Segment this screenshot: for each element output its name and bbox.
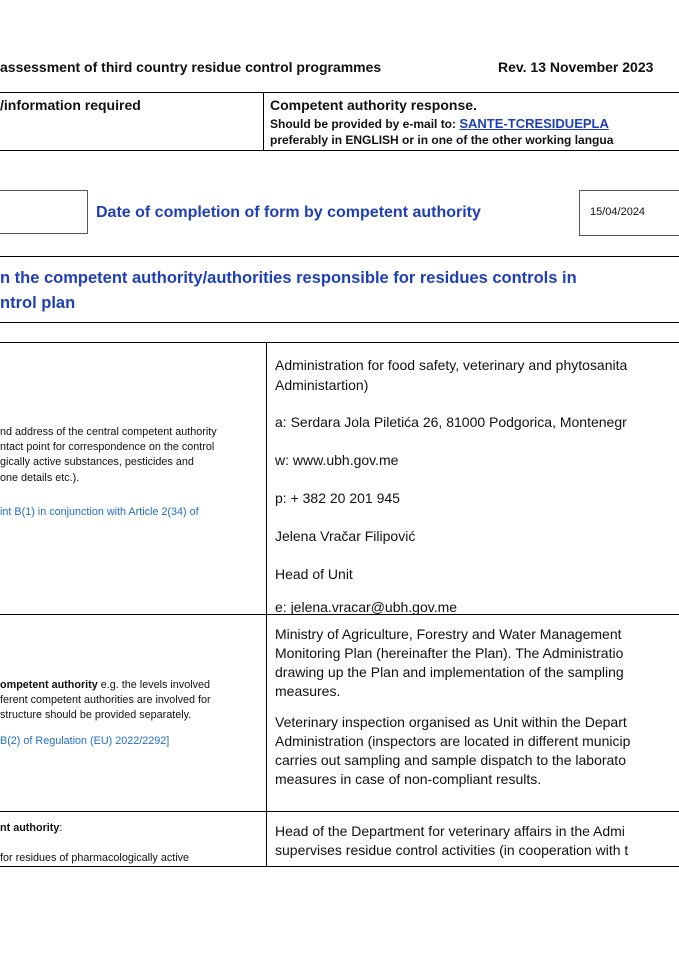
contact-name: Jelena Vračar Filipović bbox=[275, 528, 416, 544]
row3-question-bold: nt authority bbox=[0, 822, 60, 834]
row1-question-line: gically active substances, pesticides and bbox=[0, 456, 194, 469]
document-title: assessment of third country residue control programmes bbox=[0, 59, 382, 75]
row2-question bbox=[0, 678, 258, 724]
row2-question-bold: ompetent authority bbox=[0, 679, 98, 691]
email-instruction bbox=[270, 116, 609, 131]
column-header-response: Competent authority response. bbox=[270, 97, 477, 113]
email-link[interactable]: SANTE-TCRESIDUEPLA bbox=[459, 116, 609, 131]
row2-answer-line: Veterinary inspection organised as Unit within the Depart bbox=[275, 714, 627, 730]
section-title-line-1: n the competent authority/authorities responsible for residues controls in bbox=[0, 269, 577, 287]
row2-question-line bbox=[0, 678, 258, 693]
website: w: www.ubh.gov.me bbox=[275, 452, 399, 468]
column-header-information: /information required bbox=[0, 97, 141, 113]
contact-email: e: jelena.vracar@ubh.gov.me bbox=[275, 599, 458, 615]
row3-answer-line: Head of the Department for veterinary affairs in the Admi bbox=[275, 823, 625, 839]
row2-question-rest: e.g. the levels involved bbox=[97, 679, 211, 691]
row1-answer-line: Administration for food safety, veterinary and phytosanita bbox=[275, 357, 628, 373]
row3-question-line bbox=[0, 821, 258, 836]
left-empty-box bbox=[0, 190, 88, 234]
main-table-top-border bbox=[0, 342, 679, 343]
section-bottom-border bbox=[0, 322, 679, 323]
completion-date-label: Date of completion of form by competent authority bbox=[96, 204, 481, 221]
revision-date: Rev. 13 November 2023 bbox=[498, 59, 654, 75]
address: a: Serdara Jola Piletića 26, 81000 Podgorica, Montenegr bbox=[275, 414, 627, 430]
row2-answer-line: drawing up the Plan and implementation of the sampling bbox=[275, 664, 624, 680]
row1-question bbox=[0, 425, 258, 486]
main-column-divider bbox=[266, 342, 267, 866]
row2-answer-line: carries out sampling and sample dispatch to the laborato bbox=[275, 752, 626, 768]
completion-date-value: 15/04/2024 bbox=[590, 206, 646, 218]
section-top-border bbox=[0, 256, 679, 257]
row2-answer-line: Ministry of Agriculture, Forestry and Water Management bbox=[275, 626, 622, 642]
contact-position: Head of Unit bbox=[275, 566, 353, 582]
row2-answer-line: measures in case of non-compliant results. bbox=[275, 771, 542, 787]
row2-answer-line: Monitoring Plan (hereinafter the Plan). The Administratio bbox=[275, 645, 624, 661]
row2-answer-line: measures. bbox=[275, 683, 341, 699]
row1-question-line: one details etc.). bbox=[0, 471, 80, 484]
row2-bottom-border bbox=[0, 811, 679, 812]
row1-question-line: ntact point for correspondence on the control bbox=[0, 441, 215, 454]
phone: p: + 382 20 201 945 bbox=[275, 490, 400, 506]
table-top-border bbox=[0, 92, 679, 93]
row2-question-line: structure should be provided separately. bbox=[0, 709, 192, 722]
row1-question-line: nd address of the central competent authority bbox=[0, 426, 217, 438]
row3-question-colon: : bbox=[59, 822, 63, 834]
row3-question-line: for residues of pharmacologically active bbox=[0, 852, 190, 864]
table-bottom-border bbox=[0, 150, 679, 151]
section-title-line-2: ntrol plan bbox=[0, 294, 76, 312]
column-divider bbox=[263, 92, 264, 150]
email-prefix: Should be provided by e-mail to: bbox=[270, 117, 460, 131]
language-note: preferably in ENGLISH or in one of the other working langua bbox=[270, 133, 614, 147]
row3-answer-line: supervises residue control activities (in cooperation with t bbox=[275, 842, 629, 858]
section-title bbox=[0, 266, 577, 316]
row2-answer-line: Administration (inspectors are located in different municip bbox=[275, 733, 631, 749]
row1-legal-reference: int B(1) in conjunction with Article 2(34) of bbox=[0, 506, 199, 518]
row1-answer-line: Administartion) bbox=[275, 377, 369, 393]
row2-legal-reference: B(2) of Regulation (EU) 2022/2292] bbox=[0, 735, 170, 747]
row3-question bbox=[0, 821, 258, 836]
row2-question-line: ferent competent authorities are involved for bbox=[0, 694, 211, 707]
